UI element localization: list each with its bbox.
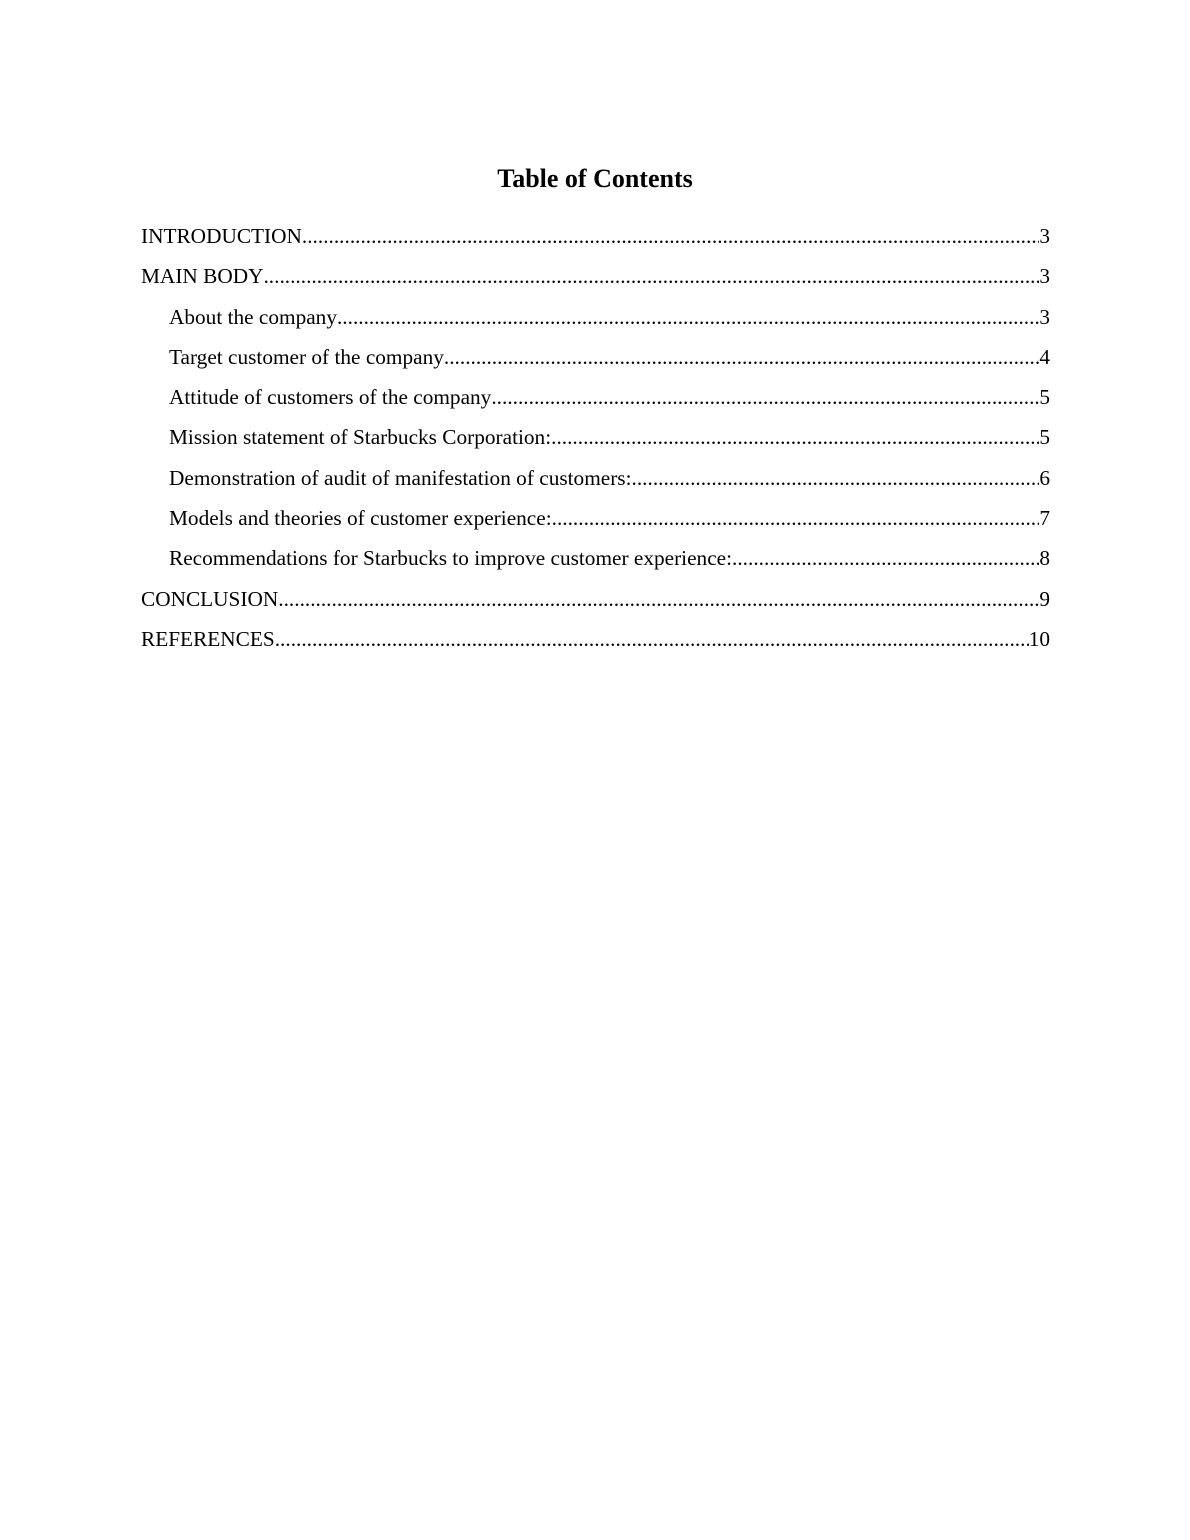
- toc-entry-introduction[interactable]: [141, 220, 1050, 260]
- toc-page-number: 3: [1039, 304, 1050, 329]
- toc-dot-leader: [552, 502, 1040, 534]
- toc-entry-audit-demonstration[interactable]: [141, 462, 1050, 502]
- toc-page-number: 3: [1039, 264, 1050, 289]
- toc-entry-recommendations[interactable]: [141, 542, 1050, 582]
- toc-entry-mission-statement[interactable]: [141, 421, 1050, 461]
- toc-dot-leader: [278, 583, 1039, 615]
- toc-entry-text: About the company: [169, 304, 337, 329]
- toc-title: Table of Contents: [497, 164, 693, 193]
- toc-page-number: 7: [1039, 506, 1050, 531]
- toc-entry-text: INTRODUCTION: [141, 224, 302, 248]
- toc-page-number: 4: [1039, 344, 1050, 369]
- toc-entry-text: Recommendations for Starbucks to improve customer experience:: [169, 546, 733, 571]
- toc-dot-leader: [263, 260, 1039, 292]
- toc-dot-leader: [491, 381, 1039, 413]
- toc-entry-text: CONCLUSION: [141, 586, 279, 611]
- toc-dot-leader: [551, 421, 1039, 453]
- toc-page-number: 5: [1039, 385, 1050, 410]
- toc-page-number: 9: [1039, 586, 1050, 611]
- toc-page-number: 10: [1028, 626, 1050, 651]
- toc-page-number: 5: [1039, 425, 1050, 450]
- toc-dot-leader: [275, 623, 1029, 655]
- toc-entry-text: Models and theories of customer experience:: [169, 506, 552, 531]
- toc-page-number: 3: [1039, 224, 1050, 248]
- toc-entry-target-customer[interactable]: [141, 341, 1050, 381]
- toc-entry-text: Demonstration of audit of manifestation of customers:: [169, 465, 632, 490]
- toc-dot-leader: [732, 542, 1039, 574]
- toc-list: [141, 220, 1050, 663]
- toc-entry-models-theories[interactable]: [141, 502, 1050, 542]
- toc-page-number: 6: [1039, 465, 1050, 490]
- toc-entry-text: Target customer of the company: [169, 344, 444, 369]
- toc-page-number: 8: [1039, 546, 1050, 571]
- toc-dot-leader: [302, 220, 1039, 252]
- toc-entry-main-body[interactable]: [141, 260, 1050, 300]
- toc-dot-leader: [444, 341, 1039, 373]
- toc-entry-text: MAIN BODY: [141, 264, 264, 289]
- toc-entry-text: REFERENCES: [141, 626, 275, 651]
- toc-entry-text: Attitude of customers of the company: [169, 385, 492, 410]
- toc-dot-leader: [632, 462, 1040, 494]
- toc-entry-references[interactable]: [141, 623, 1050, 663]
- toc-entry-attitude-customers[interactable]: [141, 381, 1050, 421]
- toc-entry-conclusion[interactable]: [141, 583, 1050, 623]
- toc-dot-leader: [337, 301, 1039, 333]
- toc-entry-about-company[interactable]: [141, 301, 1050, 341]
- toc-entry-text: Mission statement of Starbucks Corporation:: [169, 425, 552, 450]
